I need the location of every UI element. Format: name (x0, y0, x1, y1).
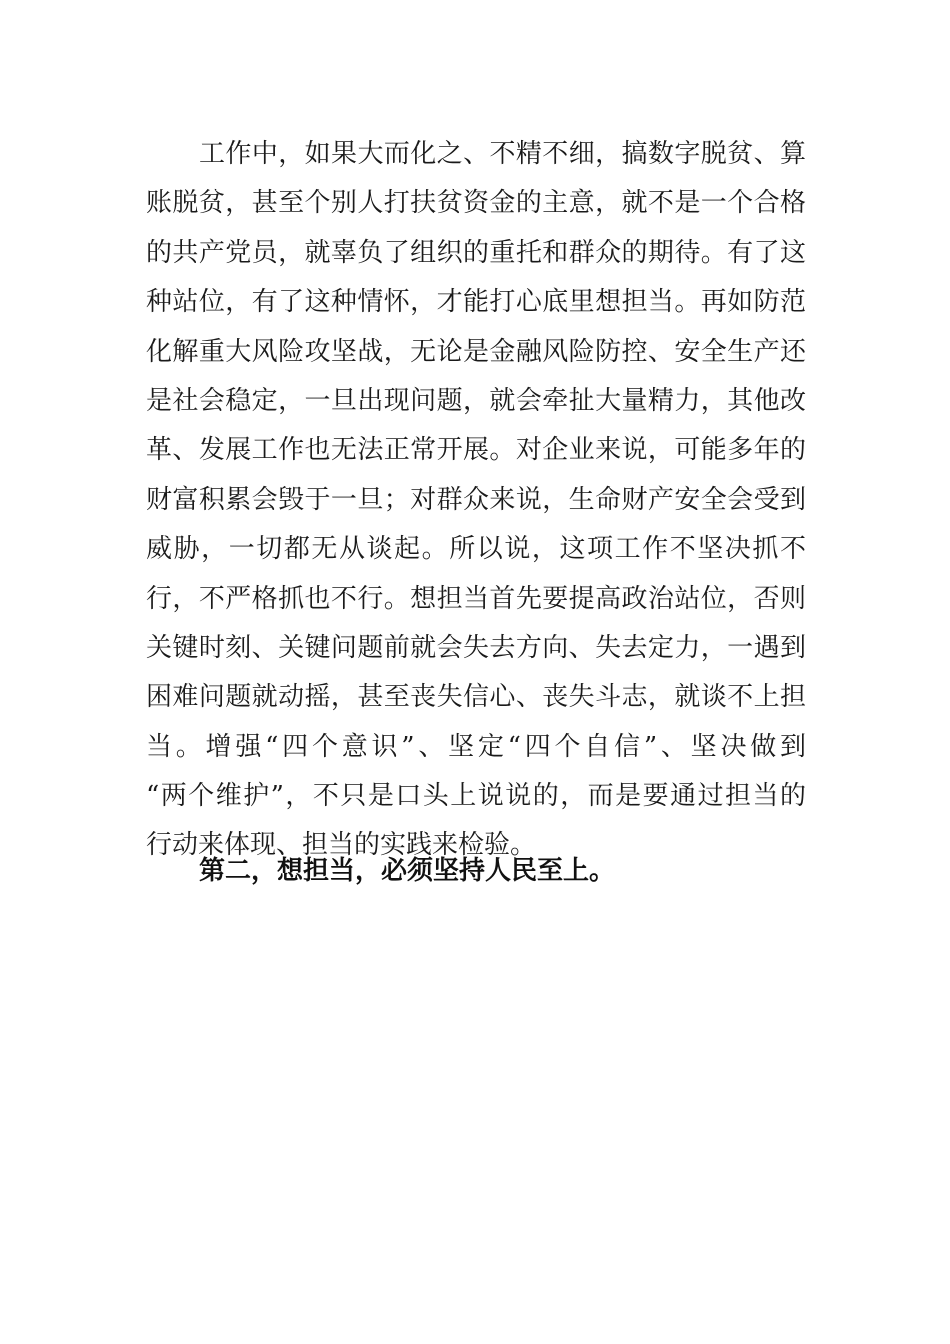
paragraph-line: 行动来体现、担当的实践来检验。 (146, 830, 537, 861)
paragraph-line: 种站位，有了这种情怀，才能打心底里想担当。再如防范 (146, 287, 806, 318)
paragraph-line: 关键时刻、关键问题前就会失去方向、失去定力，一遇到 (146, 632, 806, 663)
section-heading: 第二，想担当，必须坚持人民至上。 (199, 856, 616, 886)
paragraph-line: 化解重大风险攻坚战，无论是金融风险防控、安全生产还 (146, 336, 806, 367)
paragraph-line: 革、发展工作也无法正常开展。对企业来说，可能多年的 (146, 435, 806, 466)
paragraph-line: 行，不严格抓也不行。想担当首先要提高政治站位，否则 (146, 583, 806, 614)
paragraph-line: “两个维护”，不只是口头上说说的，而是要通过担当的 (146, 781, 806, 812)
paragraph-line: 当。增强“四个意识”、坚定“四个自信”、坚决做到 (146, 731, 806, 762)
paragraph-line: 是社会稳定，一旦出现问题，就会牵扯大量精力，其他改 (146, 385, 806, 416)
paragraph-line: 的共产党员，就辜负了组织的重托和群众的期待。有了这 (146, 237, 806, 268)
paragraph-line: 财富积累会毁于一旦；对群众来说，生命财产安全会受到 (146, 484, 806, 515)
paragraph-line: 威胁，一切都无从谈起。所以说，这项工作不坚决抓不 (146, 534, 806, 565)
paragraph-line: 账脱贫，甚至个别人打扶贫资金的主意，就不是一个合格 (146, 188, 806, 219)
paragraph-line: 困难问题就动摇，甚至丧失信心、丧失斗志，就谈不上担 (146, 682, 806, 713)
body-paragraph (146, 130, 806, 871)
paragraph-line: 工作中，如果大而化之、不精不细，搞数字脱贫、算 (199, 139, 806, 169)
